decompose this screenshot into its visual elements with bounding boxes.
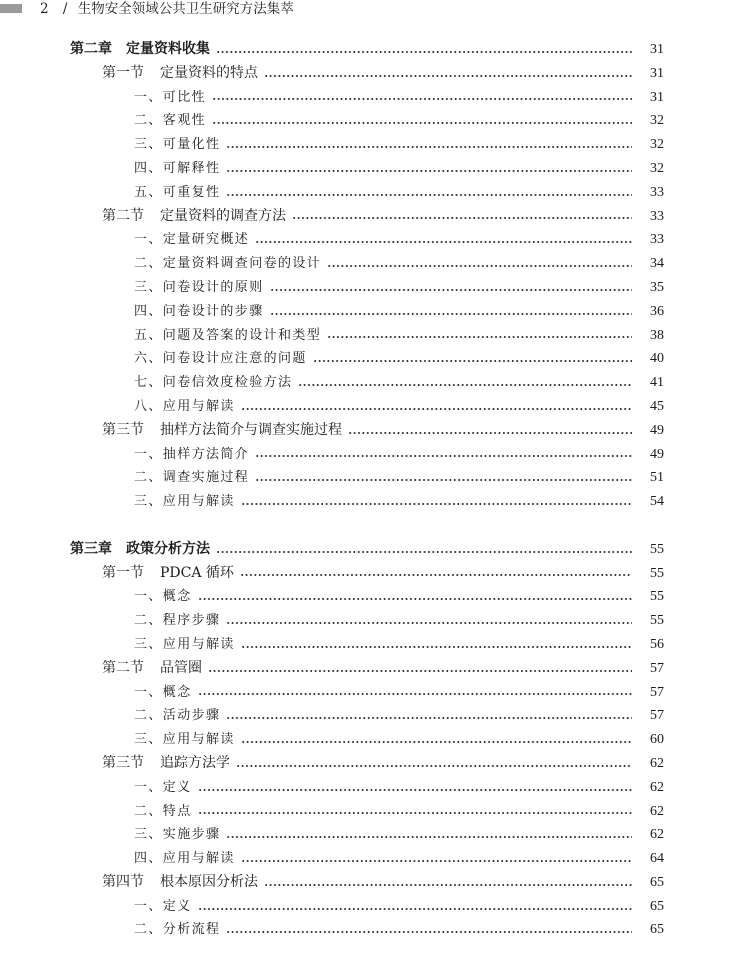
toc-item-page: 62 (650, 779, 664, 795)
toc-item-entry[interactable] (0, 443, 729, 467)
toc-item-page: 45 (650, 398, 664, 414)
toc-item-page: 55 (650, 589, 664, 605)
toc-item-entry[interactable] (0, 847, 729, 871)
toc-item-label (134, 371, 292, 395)
leader-dots (255, 228, 632, 252)
toc-item-label (134, 324, 321, 348)
toc-item-label (134, 133, 220, 157)
leader-dots (212, 109, 632, 133)
toc-section-label (102, 871, 258, 895)
leader-dots (208, 657, 632, 681)
toc-item-entry[interactable] (0, 823, 729, 847)
toc-item-label (134, 895, 192, 919)
leader-dots (226, 823, 632, 847)
toc-item-title: 二、活动步骤 (134, 708, 221, 724)
leader-dots (255, 443, 632, 467)
toc-item-title: 四、可解释性 (134, 160, 221, 176)
leader-dots (241, 490, 632, 514)
toc-chapter-page: 31 (650, 42, 664, 57)
leader-dots (327, 252, 632, 276)
toc-item-entry[interactable] (0, 324, 729, 348)
toc-item-title: 三、应用与解读 (134, 494, 235, 510)
toc-item-title: 二、调查实施过程 (134, 470, 250, 486)
toc-item-page: 57 (650, 684, 664, 700)
toc-item-label (134, 395, 235, 419)
header-bar (0, 4, 22, 13)
toc-item-title: 一、抽样方法简介 (134, 446, 250, 462)
toc-item-title: 二、定量资料调查问卷的设计 (134, 256, 322, 272)
toc-item-page: 57 (650, 708, 664, 724)
toc-item-page: 55 (650, 613, 664, 629)
toc-section-title: 定量资料的特点 (160, 64, 258, 81)
toc-item-page: 32 (650, 160, 664, 176)
toc-item-label (134, 728, 235, 752)
toc-section-label (102, 62, 258, 86)
toc-section-entry[interactable] (0, 62, 729, 86)
toc-section-title: 追踪方法学 (160, 754, 230, 771)
toc-section-entry[interactable] (0, 562, 729, 586)
toc-item-title: 三、应用与解读 (134, 732, 235, 748)
toc-item-title: 一、定量研究概述 (134, 232, 250, 248)
leader-dots (198, 895, 632, 919)
leader-dots (236, 752, 632, 776)
toc-item-label (134, 490, 235, 514)
toc-item-page: 33 (650, 232, 664, 248)
toc-item-title: 二、分析流程 (134, 922, 221, 938)
toc-item-entry[interactable] (0, 681, 729, 705)
toc-section-label (102, 419, 342, 443)
toc-item-page: 49 (650, 446, 664, 462)
toc-section-title: PDCA 循环 (160, 564, 234, 581)
toc-chapter-page: 55 (650, 541, 664, 557)
toc-item-label (134, 800, 192, 824)
toc-item-label (134, 276, 264, 300)
leader-dots (264, 62, 632, 86)
toc-item-page: 31 (650, 89, 664, 105)
toc-section-label (102, 752, 230, 776)
toc-section-number: 第四节 (102, 873, 144, 890)
toc-item-label (134, 443, 249, 467)
toc-section-number: 第二节 (102, 207, 144, 224)
toc-section-label (102, 562, 234, 586)
toc-item-title: 二、客观性 (134, 113, 207, 129)
toc-section-title: 品管圈 (160, 659, 202, 676)
toc-item-label (134, 86, 206, 110)
toc-chapter-title: 政策分析方法 (126, 540, 210, 557)
toc-item-title: 三、可量化性 (134, 137, 221, 153)
leader-dots (241, 633, 632, 657)
toc-item-page: 36 (650, 303, 664, 319)
toc-item-entry[interactable] (0, 181, 729, 205)
toc-item-title: 四、问卷设计的步骤 (134, 303, 264, 319)
header-book-title: 生物安全领域公共卫生研究方法集萃 (77, 1, 294, 17)
toc-item-entry[interactable] (0, 228, 729, 252)
toc-item-title: 一、可比性 (134, 89, 207, 105)
leader-dots (327, 324, 632, 348)
toc-chapter-number: 第三章 (70, 540, 112, 557)
toc-item-entry[interactable] (0, 490, 729, 514)
toc-item-label (134, 704, 220, 728)
leader-dots (198, 681, 632, 705)
toc-item-page: 33 (650, 184, 664, 200)
toc-section-page: 55 (650, 565, 664, 581)
toc-item-entry[interactable] (0, 728, 729, 752)
leader-dots (270, 300, 632, 324)
toc-section-entry[interactable] (0, 657, 729, 681)
toc-item-label (134, 300, 264, 324)
leader-dots (226, 704, 632, 728)
toc-item-entry[interactable] (0, 395, 729, 419)
toc-item-label (134, 609, 220, 633)
toc-section-number: 第三节 (102, 754, 144, 771)
toc-section-number: 第二节 (102, 659, 144, 676)
toc-item-label (134, 157, 220, 181)
toc-item-label (134, 252, 321, 276)
leader-dots (216, 538, 632, 562)
toc-section-number: 第一节 (102, 564, 144, 581)
toc-item-label (134, 823, 220, 847)
toc-item-entry[interactable] (0, 157, 729, 181)
toc-section-number: 第一节 (102, 64, 144, 81)
toc-section-entry[interactable] (0, 752, 729, 776)
toc-item-entry[interactable] (0, 466, 729, 490)
toc-item-label (134, 776, 192, 800)
toc-section-page: 62 (650, 755, 664, 771)
toc-section-page: 65 (650, 874, 664, 890)
toc-section-entry[interactable] (0, 205, 729, 229)
toc-item-page: 35 (650, 279, 664, 295)
toc-item-entry[interactable] (0, 300, 729, 324)
leader-dots (226, 181, 632, 205)
toc-item-entry[interactable] (0, 133, 729, 157)
toc-item-page: 32 (650, 137, 664, 153)
leader-dots (216, 38, 632, 62)
toc-chapter-label (70, 38, 210, 62)
leader-dots (226, 918, 632, 942)
leader-dots (313, 347, 632, 371)
chapter-block (0, 538, 729, 943)
toc-item-page: 64 (650, 851, 664, 867)
toc-item-title: 三、应用与解读 (134, 636, 235, 652)
toc-item-entry[interactable] (0, 704, 729, 728)
toc-chapter-number: 第二章 (70, 41, 112, 57)
toc-item-title: 一、概念 (134, 589, 192, 605)
toc-item-page: 54 (650, 494, 664, 510)
table-of-contents (0, 38, 729, 966)
leader-dots (226, 609, 632, 633)
chapter-block (0, 38, 729, 514)
toc-section-page: 33 (650, 208, 664, 224)
toc-section-entry[interactable] (0, 871, 729, 895)
toc-item-entry[interactable] (0, 633, 729, 657)
toc-section-number: 第三节 (102, 421, 144, 438)
toc-item-page: 40 (650, 351, 664, 367)
toc-item-entry[interactable] (0, 585, 729, 609)
toc-item-entry[interactable] (0, 276, 729, 300)
toc-item-title: 五、问题及答案的设计和类型 (134, 327, 322, 343)
toc-section-page: 49 (650, 422, 664, 438)
toc-chapter-label (70, 538, 210, 562)
leader-dots (298, 371, 632, 395)
leader-dots (255, 466, 632, 490)
toc-item-label (134, 681, 192, 705)
toc-item-title: 二、程序步骤 (134, 613, 221, 629)
toc-item-title: 三、实施步骤 (134, 827, 221, 843)
toc-item-label (134, 109, 206, 133)
toc-section-title: 定量资料的调查方法 (160, 207, 286, 224)
toc-chapter-title: 定量资料收集 (126, 41, 210, 57)
leader-dots (241, 847, 632, 871)
leader-dots (292, 205, 632, 229)
toc-item-entry[interactable] (0, 371, 729, 395)
toc-item-page: 34 (650, 256, 664, 272)
leader-dots (198, 776, 632, 800)
toc-section-title: 抽样方法简介与调查实施过程 (160, 421, 342, 438)
toc-item-title: 一、概念 (134, 684, 192, 700)
leader-dots (226, 157, 632, 181)
toc-item-title: 一、定义 (134, 779, 192, 795)
toc-item-page: 60 (650, 732, 664, 748)
toc-item-title: 六、问卷设计应注意的问题 (134, 351, 307, 367)
toc-item-title: 二、特点 (134, 803, 192, 819)
toc-item-label (134, 181, 220, 205)
toc-item-entry[interactable] (0, 347, 729, 371)
leader-dots (240, 562, 632, 586)
toc-chapter-entry[interactable] (0, 38, 729, 62)
toc-item-title: 五、可重复性 (134, 184, 221, 200)
header-separator: / (62, 1, 68, 17)
toc-item-entry[interactable] (0, 800, 729, 824)
toc-section-label (102, 205, 286, 229)
leader-dots (264, 871, 632, 895)
toc-section-page: 31 (650, 65, 664, 81)
toc-item-entry[interactable] (0, 86, 729, 110)
leader-dots (348, 419, 632, 443)
toc-item-page: 56 (650, 636, 664, 652)
toc-chapter-entry[interactable] (0, 538, 729, 562)
toc-item-label (134, 847, 235, 871)
toc-item-page: 51 (650, 470, 664, 486)
header-page-number: 2 (40, 1, 49, 17)
toc-item-title: 八、应用与解读 (134, 398, 235, 414)
toc-item-entry[interactable] (0, 609, 729, 633)
toc-item-label (134, 633, 235, 657)
leader-dots (241, 728, 632, 752)
toc-item-label (134, 585, 192, 609)
toc-item-label (134, 918, 220, 942)
toc-item-entry[interactable] (0, 776, 729, 800)
leader-dots (212, 86, 632, 110)
toc-section-entry[interactable] (0, 419, 729, 443)
toc-item-page: 65 (650, 898, 664, 914)
toc-item-page: 65 (650, 922, 664, 938)
running-header (40, 0, 294, 19)
toc-item-page: 62 (650, 827, 664, 843)
toc-item-label (134, 228, 249, 252)
toc-item-label (134, 347, 307, 371)
leader-dots (198, 800, 632, 824)
toc-item-page: 62 (650, 803, 664, 819)
leader-dots (241, 395, 632, 419)
toc-item-entry[interactable] (0, 895, 729, 919)
leader-dots (198, 585, 632, 609)
toc-section-label (102, 657, 202, 681)
toc-section-page: 57 (650, 660, 664, 676)
toc-item-title: 一、定义 (134, 898, 192, 914)
toc-item-page: 32 (650, 113, 664, 129)
toc-item-label (134, 466, 249, 490)
toc-section-title: 根本原因分析法 (160, 873, 258, 890)
toc-item-page: 38 (650, 327, 664, 343)
toc-item-title: 七、问卷信效度检验方法 (134, 375, 293, 391)
toc-item-entry[interactable] (0, 109, 729, 133)
leader-dots (270, 276, 632, 300)
leader-dots (226, 133, 632, 157)
toc-item-entry[interactable] (0, 252, 729, 276)
toc-item-title: 三、问卷设计的原则 (134, 279, 264, 295)
toc-item-entry[interactable] (0, 918, 729, 942)
toc-item-title: 四、应用与解读 (134, 851, 235, 867)
toc-item-page: 41 (650, 375, 664, 391)
